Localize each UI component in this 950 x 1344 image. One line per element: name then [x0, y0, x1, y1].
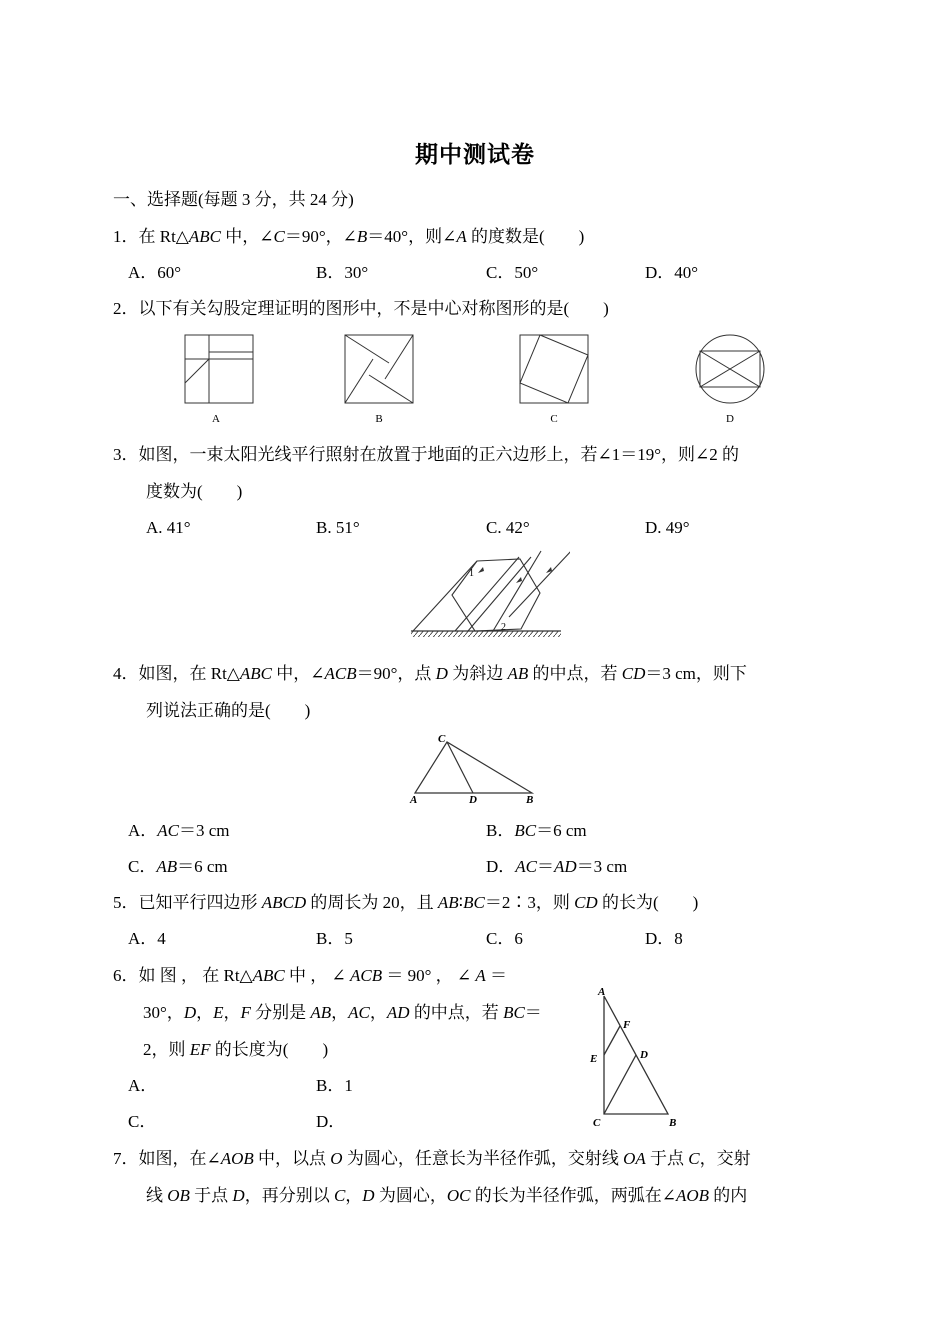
q3-option-a: A. 41° [146, 518, 191, 537]
question-6-line-2: 30°，D，E，F 分别是 AB，AC，AD 的中点，若 BC＝ [143, 1003, 542, 1022]
q3-angle-1-label: 1 [469, 568, 474, 579]
q4-figure [405, 730, 545, 806]
q2-figure-d [696, 335, 764, 403]
q2-figure-b [345, 335, 413, 403]
question-6-line-3: 2，则 EF 的长度为( ) [143, 1040, 329, 1059]
question-4-line-2: 列说法正确的是( ) [146, 701, 311, 720]
question-3-line-2: 度数为( ) [146, 482, 243, 501]
q4-label-a: A [410, 794, 418, 806]
q1-option-a: A．60° [128, 263, 182, 282]
q2-label-c: C [550, 413, 558, 425]
question-3-line-1: 3．如图，一束太阳光线平行照射在放置于地面的正六边形上，若∠1＝19°，则∠2 的 [113, 445, 740, 464]
q6-figure [585, 982, 685, 1132]
page-title: 期中测试卷 [415, 142, 535, 168]
q6-label-f: F [623, 1019, 631, 1031]
q5-option-d: D．8 [645, 929, 683, 948]
q4-option-d: D．AC＝AD＝3 cm [486, 857, 628, 876]
question-4-line-1: 4．如图，在 Rt△ABC 中，∠ACB＝90°，点 D 为斜边 AB 的中点，若 CD＝3 cm，则下 [113, 664, 747, 683]
q2-figures [180, 330, 780, 428]
q3-option-d: D. 49° [645, 518, 690, 537]
q6-option-b: B．1 [316, 1076, 353, 1095]
q4-label-d: D [469, 794, 477, 806]
question-5: 5．已知平行四边形 ABCD 的周长为 20，且 AB∶BC＝2∶3，则 CD 的长为( ) [113, 893, 699, 912]
q4-label-c: C [438, 733, 446, 745]
question-1: 1．在 Rt△ABC 中，∠C＝90°，∠B＝40°，则∠A 的度数是( ) [113, 227, 585, 246]
q4-option-a: A．AC＝3 cm [128, 821, 230, 840]
question-7-line-1: 7．如图，在∠AOB 中，以点 O 为圆心，任意长为半径作弧，交射线 OA 于点 C，交射 [113, 1149, 751, 1168]
q2-figure-c [520, 335, 588, 403]
q6-label-c: C [593, 1117, 601, 1129]
q3-figure [405, 545, 570, 645]
q5-option-c: C．6 [486, 929, 523, 948]
question-7-line-2: 线 OB 于点 D，再分别以 C，D 为圆心，OC 的长为半径作弧，两弧在∠AOB 的内 [146, 1186, 748, 1205]
q6-option-c: C． [128, 1112, 157, 1131]
q2-figure-a [185, 335, 253, 403]
q1-option-d: D．40° [645, 263, 699, 282]
q3-option-c: C. 42° [486, 518, 530, 537]
q6-label-e: E [590, 1053, 598, 1065]
q2-label-b: B [375, 413, 383, 425]
q6-label-b: B [669, 1117, 677, 1129]
q5-option-a: A．4 [128, 929, 166, 948]
q5-option-b: B．5 [316, 929, 353, 948]
q4-label-b: B [526, 794, 534, 806]
q1-option-b: B．30° [316, 263, 369, 282]
q2-label-a: A [212, 413, 220, 425]
q6-label-a: A [598, 986, 606, 998]
q2-label-d: D [726, 413, 734, 425]
q6-label-d: D [640, 1049, 648, 1061]
section-heading: 一、选择题(每题 3 分，共 24 分) [113, 190, 354, 209]
q4-option-b: B．BC＝6 cm [486, 821, 587, 840]
q3-angle-2-label: 2 [501, 622, 506, 633]
q1-option-c: C．50° [486, 263, 539, 282]
question-6-line-1: 6．如 图 ， 在 Rt△ABC 中 ， ∠ ACB ＝ 90° ， ∠ A ＝ [113, 966, 508, 985]
q3-option-b: B. 51° [316, 518, 360, 537]
q4-option-c: C．AB＝6 cm [128, 857, 228, 876]
q6-option-a: A． [128, 1076, 158, 1095]
q6-option-d: D． [316, 1112, 346, 1131]
question-2: 2．以下有关勾股定理证明的图形中，不是中心对称图形的是( ) [113, 299, 609, 318]
